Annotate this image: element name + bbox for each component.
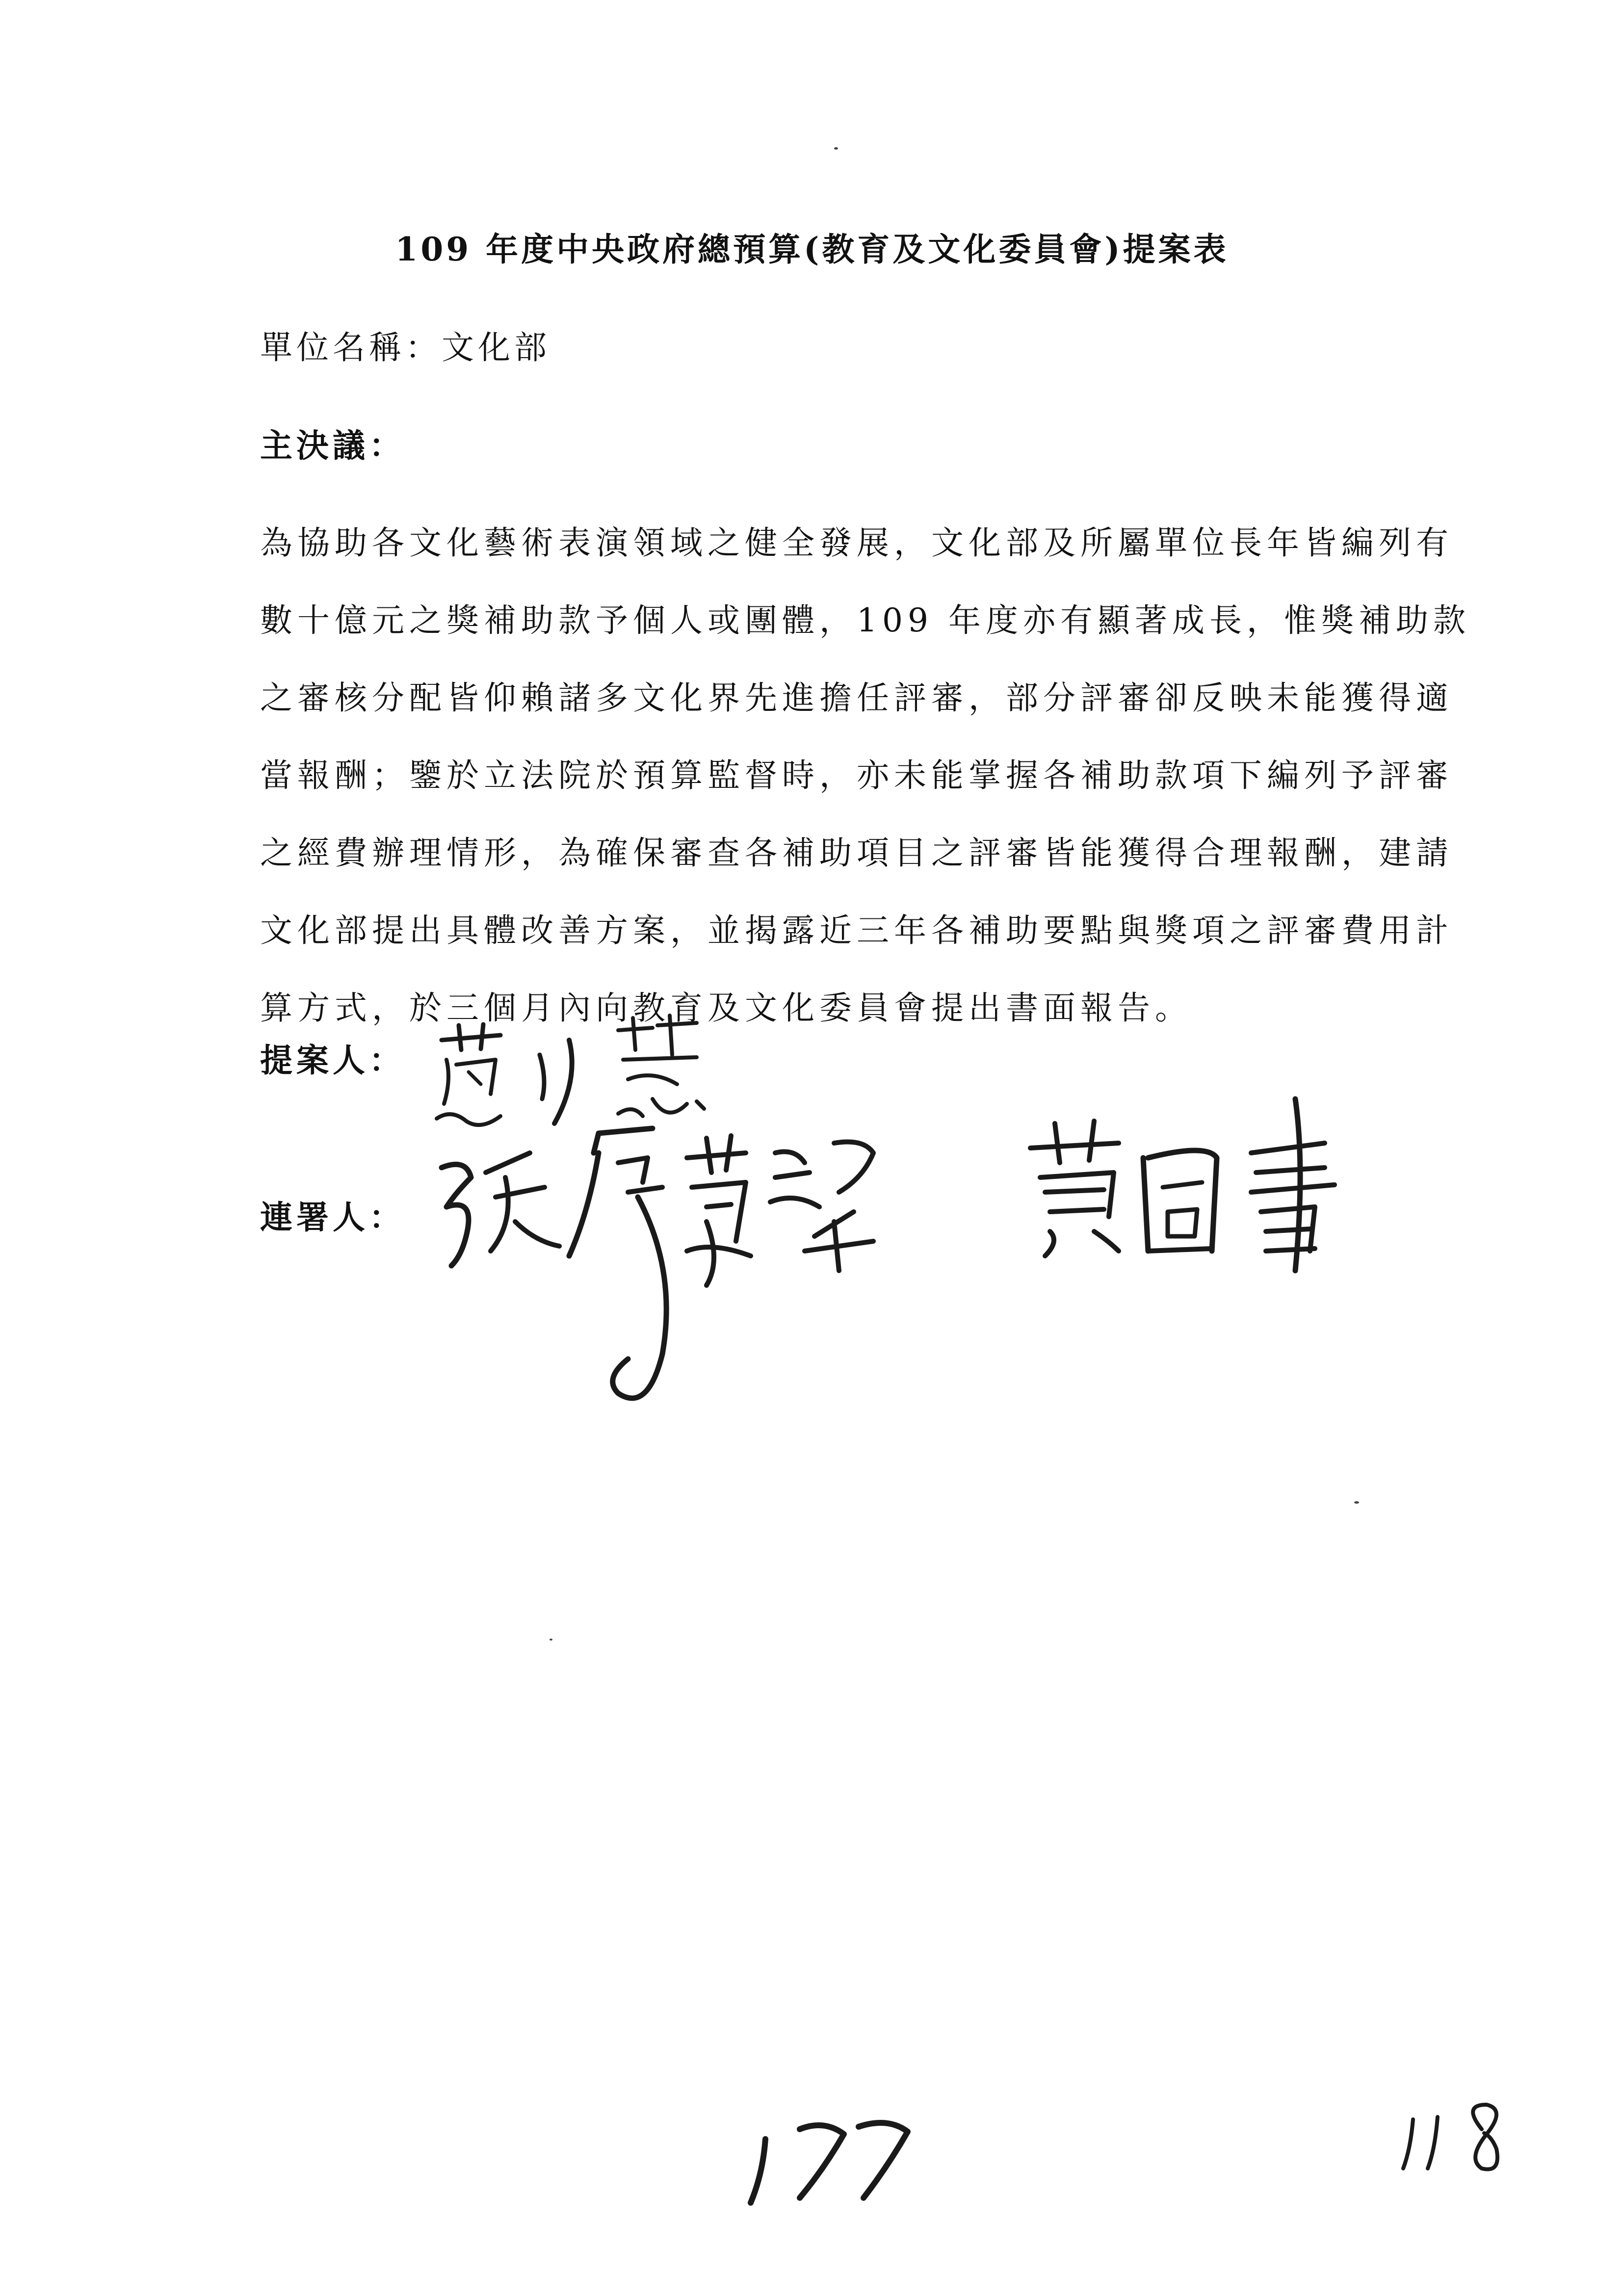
scan-speck <box>1354 1501 1359 1504</box>
cosigner-label: 連署人： <box>260 1198 405 1236</box>
cosigner-signature-1 <box>432 1123 962 1428</box>
body-line: 算方式，於三個月內向教育及文化委員會提出書面報告。 <box>260 989 1192 1027</box>
proposer-signature <box>422 1011 726 1138</box>
handwritten-page-number-right <box>1393 2095 1521 2178</box>
proposer-label: 提案人： <box>260 1041 405 1079</box>
body-line: 文化部提出具體改善方案，並揭露近三年各補助要點與獎項之評審費用計 <box>260 912 1453 949</box>
document-title: 109 年度中央政府總預算(教育及文化委員會)提案表 <box>395 230 1229 268</box>
scan-speck <box>550 1639 552 1641</box>
body-line: 之經費辦理情形，為確保審查各補助項目之評審皆能獲得合理報酬，建請 <box>260 834 1453 872</box>
unit-name: 單位名稱：文化部 <box>260 329 550 366</box>
body-line: 為協助各文化藝術表演領域之健全發展，文化部及所屬單位長年皆編列有 <box>260 524 1453 562</box>
scan-speck <box>834 147 838 150</box>
handwritten-page-number-center <box>741 2100 937 2213</box>
body-line: 當報酬；鑒於立法院於預算監督時，亦未能掌握各補助款項下編列予評審 <box>260 757 1453 794</box>
body-line: 之審核分配皆仰賴諸多文化界先進擔任評審，部分評審卻反映未能獲得適 <box>260 679 1453 717</box>
main-resolution-heading: 主決議： <box>260 426 405 465</box>
body-line: 數十億元之獎補助款予個人或團體，109 年度亦有顯著成長，惟獎補助款 <box>260 601 1470 639</box>
cosigner-signature-2 <box>1021 1094 1354 1300</box>
resolution-body <box>260 504 1470 1047</box>
